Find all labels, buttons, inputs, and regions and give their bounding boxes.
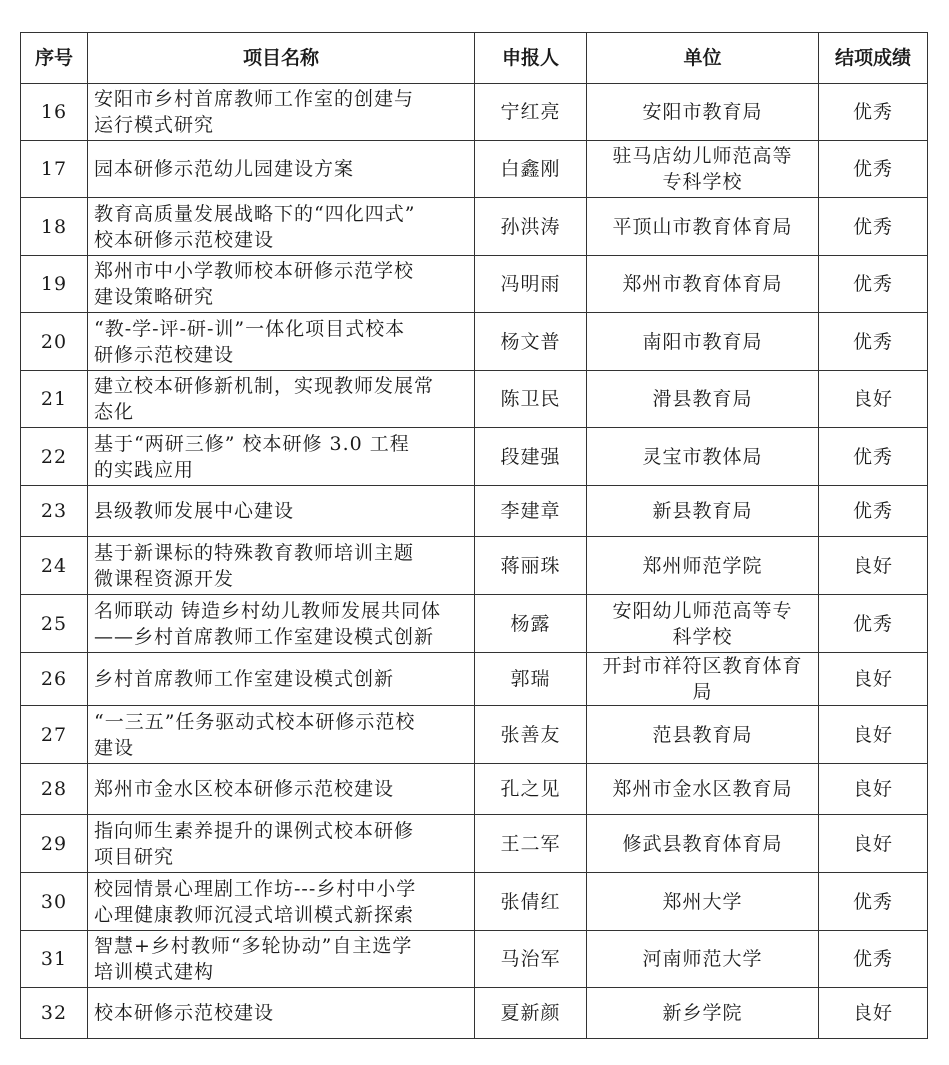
cell-grade — [819, 873, 928, 931]
cell-project-name-line: 建设 — [94, 736, 135, 759]
cell-grade-line: 良好 — [852, 388, 893, 410]
cell-project-name — [88, 931, 475, 988]
cell-applicant-line: 段建强 — [500, 445, 561, 468]
cell-grade — [819, 815, 928, 873]
cell-no-line: 30 — [40, 890, 68, 913]
cell-applicant-line: 郭瑞 — [510, 668, 551, 690]
cell-no — [21, 428, 88, 486]
cell-unit-line: 郑州大学 — [662, 890, 743, 913]
cell-unit — [587, 706, 819, 764]
cell-no-line: 26 — [40, 668, 68, 690]
cell-grade-line: 良好 — [852, 668, 893, 690]
cell-no-line: 19 — [40, 273, 68, 295]
cell-project-name-line: 建立校本研修新机制，实现教师发展常 — [94, 375, 435, 397]
cell-grade-line: 良好 — [852, 778, 893, 800]
cell-project-name-line: 郑州市中小学教师校本研修示范学校 — [94, 260, 415, 282]
cell-grade — [819, 313, 928, 371]
cell-project-name-line: 校园情景心理剧工作坊---乡村中小学 — [94, 877, 417, 900]
cell-project-name-line: 建设策略研究 — [94, 286, 215, 308]
cell-project-name — [88, 764, 475, 815]
cell-grade — [819, 537, 928, 595]
cell-unit-line: 新乡学院 — [662, 1002, 743, 1024]
cell-no — [21, 653, 88, 706]
cell-applicant-line: 夏新颜 — [500, 1002, 561, 1024]
cell-project-name — [88, 873, 475, 931]
cell-applicant-line: 马治军 — [500, 948, 561, 970]
cell-applicant — [475, 313, 587, 371]
cell-unit — [587, 595, 819, 653]
cell-applicant — [475, 84, 587, 141]
table-row — [21, 537, 928, 595]
cell-grade — [819, 595, 928, 653]
cell-project-name — [88, 198, 475, 256]
cell-unit-line: 修武县教育体育局 — [622, 832, 783, 855]
cell-grade — [819, 428, 928, 486]
cell-applicant-line: 杨露 — [510, 612, 551, 635]
cell-unit — [587, 653, 819, 706]
cell-unit — [587, 931, 819, 988]
cell-no-line: 17 — [40, 158, 68, 180]
cell-no — [21, 873, 88, 931]
cell-project-name-line: 培训模式建构 — [94, 961, 215, 983]
cell-project-name — [88, 371, 475, 428]
cell-applicant — [475, 256, 587, 313]
cell-grade — [819, 141, 928, 198]
cell-grade-line: 优秀 — [852, 890, 893, 913]
cell-unit-line: 河南师范大学 — [642, 948, 763, 970]
cell-unit-line: 南阳市教育局 — [642, 330, 763, 353]
cell-project-name-line: 项目研究 — [94, 845, 175, 868]
cell-no — [21, 595, 88, 653]
table-row — [21, 256, 928, 313]
cell-project-name-line: 教育高质量发展战略下的“四化四式” — [94, 202, 416, 225]
cell-unit-line: 科学校 — [672, 625, 733, 648]
cell-unit-line: 郑州师范学院 — [642, 554, 763, 577]
cell-no-line: 24 — [40, 554, 68, 577]
cell-unit-line: 平顶山市教育体育局 — [612, 215, 793, 238]
cell-grade-line: 良好 — [852, 1002, 893, 1024]
table-row — [21, 815, 928, 873]
cell-applicant-line: 孙洪涛 — [500, 215, 561, 238]
cell-unit-line: 新县教育局 — [652, 500, 753, 522]
cell-unit — [587, 84, 819, 141]
table-row — [21, 198, 928, 256]
cell-applicant — [475, 595, 587, 653]
cell-applicant-line: 张善友 — [500, 723, 561, 746]
cell-unit-line: 驻马店幼儿师范高等 — [612, 145, 793, 167]
cell-project-name-line: 智慧+乡村教师“多轮协动”自主选学 — [94, 935, 413, 957]
table-row — [21, 141, 928, 198]
cell-no-line: 27 — [40, 723, 68, 746]
cell-unit — [587, 988, 819, 1039]
cell-unit-line: 滑县教育局 — [652, 388, 753, 410]
cell-applicant — [475, 198, 587, 256]
cell-applicant-line: 杨文普 — [500, 330, 561, 353]
header-no: 序号 — [21, 33, 88, 84]
cell-grade-line: 优秀 — [852, 158, 893, 180]
cell-project-name — [88, 428, 475, 486]
table-row — [21, 371, 928, 428]
cell-no-line: 31 — [40, 948, 68, 970]
cell-no-line: 22 — [40, 445, 68, 468]
cell-no-line: 23 — [40, 500, 68, 522]
cell-applicant-line: 白鑫刚 — [500, 158, 561, 180]
cell-unit-line: 郑州市教育体育局 — [622, 273, 783, 295]
cell-project-name-line: 乡村首席教师工作室建设模式创新 — [94, 668, 395, 690]
cell-applicant-line: 张倩红 — [500, 890, 561, 913]
cell-project-name-line: 态化 — [94, 401, 135, 423]
table-row — [21, 313, 928, 371]
cell-project-name — [88, 256, 475, 313]
cell-no — [21, 141, 88, 198]
cell-applicant — [475, 988, 587, 1039]
table-row — [21, 595, 928, 653]
cell-no — [21, 313, 88, 371]
cell-unit — [587, 486, 819, 537]
table-row — [21, 988, 928, 1039]
cell-grade — [819, 988, 928, 1039]
cell-project-name-line: 县级教师发展中心建设 — [94, 500, 295, 522]
cell-no — [21, 764, 88, 815]
cell-applicant-line: 孔之见 — [500, 778, 561, 800]
cell-no-line: 18 — [40, 215, 68, 238]
cell-unit — [587, 537, 819, 595]
table-row — [21, 873, 928, 931]
cell-applicant — [475, 428, 587, 486]
cell-grade-line: 优秀 — [852, 101, 893, 123]
cell-grade-line: 优秀 — [852, 215, 893, 238]
cell-project-name-line: 郑州市金水区校本研修示范校建设 — [94, 778, 395, 800]
cell-project-name — [88, 653, 475, 706]
table-row — [21, 84, 928, 141]
cell-applicant-line: 冯明雨 — [500, 273, 561, 295]
header-row — [21, 33, 928, 84]
cell-project-name-line: 的实践应用 — [94, 458, 195, 481]
cell-unit — [587, 198, 819, 256]
cell-unit — [587, 141, 819, 198]
cell-unit — [587, 764, 819, 815]
cell-no — [21, 706, 88, 764]
table-row — [21, 764, 928, 815]
cell-project-name — [88, 706, 475, 764]
cell-project-name-line: 园本研修示范幼儿园建设方案 — [94, 158, 355, 180]
cell-project-name-line: “一三五”任务驱动式校本研修示范校 — [94, 710, 416, 733]
header-applicant: 申报人 — [475, 33, 587, 84]
cell-grade-line: 良好 — [852, 554, 893, 577]
cell-grade-line: 良好 — [852, 723, 893, 746]
cell-applicant — [475, 706, 587, 764]
results-table — [20, 32, 928, 1039]
cell-project-name-line: 安阳市乡村首席教师工作室的创建与 — [94, 88, 415, 110]
cell-applicant — [475, 486, 587, 537]
cell-no — [21, 198, 88, 256]
cell-applicant — [475, 653, 587, 706]
cell-no-line: 29 — [40, 832, 68, 855]
cell-unit — [587, 313, 819, 371]
cell-no — [21, 486, 88, 537]
cell-unit — [587, 428, 819, 486]
cell-applicant — [475, 873, 587, 931]
cell-unit-line: 郑州市金水区教育局 — [612, 778, 793, 800]
cell-project-name-line: 基于新课标的特殊教育教师培训主题 — [94, 541, 415, 564]
cell-applicant — [475, 141, 587, 198]
cell-grade — [819, 931, 928, 988]
cell-unit — [587, 371, 819, 428]
cell-no — [21, 931, 88, 988]
cell-applicant-line: 宁红亮 — [500, 101, 561, 123]
cell-unit — [587, 815, 819, 873]
cell-grade — [819, 371, 928, 428]
cell-grade — [819, 198, 928, 256]
cell-unit-line: 范县教育局 — [652, 723, 753, 746]
cell-grade — [819, 653, 928, 706]
cell-no — [21, 537, 88, 595]
cell-project-name — [88, 313, 475, 371]
table-row — [21, 428, 928, 486]
cell-grade-line: 优秀 — [852, 948, 893, 970]
cell-applicant — [475, 815, 587, 873]
table-row — [21, 653, 928, 706]
cell-no — [21, 988, 88, 1039]
cell-applicant-line: 蒋丽珠 — [500, 554, 561, 577]
table-body — [21, 84, 928, 1039]
cell-no-line: 25 — [40, 612, 68, 635]
cell-no — [21, 84, 88, 141]
cell-grade — [819, 764, 928, 815]
cell-project-name-line: 基于“两研三修” 校本研修 3.0 工程 — [94, 432, 410, 455]
cell-unit-line: 灵宝市教体局 — [642, 445, 763, 468]
header-grade: 结项成绩 — [819, 33, 928, 84]
cell-grade-line: 优秀 — [852, 445, 893, 468]
cell-project-name — [88, 595, 475, 653]
cell-grade-line: 优秀 — [852, 273, 893, 295]
cell-no-line: 20 — [40, 330, 68, 353]
cell-project-name-line: 微课程资源开发 — [94, 567, 235, 590]
cell-project-name — [88, 988, 475, 1039]
table-row — [21, 706, 928, 764]
cell-project-name — [88, 141, 475, 198]
cell-applicant-line: 陈卫民 — [500, 388, 561, 410]
cell-project-name-line: 名师联动 铸造乡村幼儿教师发展共同体 — [94, 599, 442, 622]
cell-grade-line: 优秀 — [852, 500, 893, 522]
cell-no-line: 28 — [40, 778, 68, 800]
cell-unit-line: 专科学校 — [662, 171, 743, 193]
cell-project-name — [88, 537, 475, 595]
cell-grade-line: 优秀 — [852, 612, 893, 635]
cell-no — [21, 815, 88, 873]
cell-grade — [819, 84, 928, 141]
cell-grade-line: 优秀 — [852, 330, 893, 353]
cell-applicant-line: 李建章 — [500, 500, 561, 522]
cell-no — [21, 256, 88, 313]
cell-applicant — [475, 931, 587, 988]
cell-unit-line: 安阳幼儿师范高等专 — [612, 599, 793, 622]
cell-no-line: 16 — [40, 101, 68, 123]
cell-project-name — [88, 84, 475, 141]
cell-project-name-line: 心理健康教师沉浸式培训模式新探索 — [94, 903, 415, 926]
cell-project-name-line: ——乡村首席教师工作室建设模式创新 — [94, 625, 435, 648]
cell-project-name — [88, 486, 475, 537]
cell-project-name-line: 运行模式研究 — [94, 114, 215, 136]
cell-applicant — [475, 537, 587, 595]
table-row — [21, 931, 928, 988]
table-row — [21, 486, 928, 537]
header-project-name: 项目名称 — [88, 33, 475, 84]
cell-unit-line: 开封市祥符区教育体育局 — [602, 655, 803, 703]
cell-grade-line: 良好 — [852, 832, 893, 855]
cell-applicant-line: 王二军 — [500, 832, 561, 855]
cell-project-name-line: 指向师生素养提升的课例式校本研修 — [94, 819, 415, 842]
cell-no — [21, 371, 88, 428]
cell-unit — [587, 873, 819, 931]
cell-no-line: 21 — [40, 388, 68, 410]
cell-project-name-line: 研修示范校建设 — [94, 343, 235, 366]
cell-project-name — [88, 815, 475, 873]
cell-applicant — [475, 371, 587, 428]
cell-project-name-line: 校本研修示范校建设 — [94, 1002, 275, 1024]
cell-grade — [819, 706, 928, 764]
header-unit: 单位 — [587, 33, 819, 84]
cell-unit-line: 安阳市教育局 — [642, 101, 763, 123]
cell-applicant — [475, 764, 587, 815]
cell-unit — [587, 256, 819, 313]
cell-grade — [819, 256, 928, 313]
cell-grade — [819, 486, 928, 537]
cell-project-name-line: “教-学-评-研-训”一体化项目式校本 — [94, 317, 406, 340]
cell-no-line: 32 — [40, 1002, 68, 1024]
cell-project-name-line: 校本研修示范校建设 — [94, 228, 275, 251]
